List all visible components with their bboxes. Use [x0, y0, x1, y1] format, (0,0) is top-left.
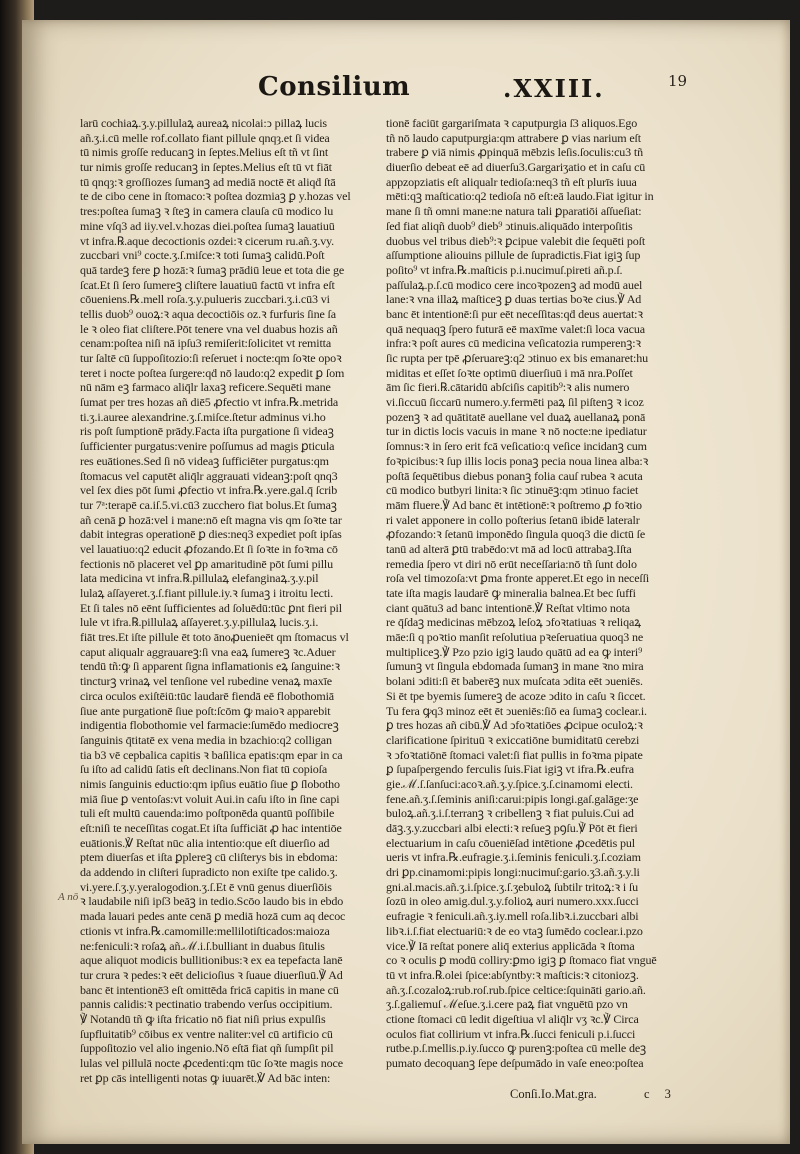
signature-mark: c 3 [644, 1087, 677, 1101]
text-line: clarificatione ſpirituū ꝛ exiccatiōne bumiditatū cerebzi [386, 732, 640, 747]
text-line: roſa vel timozoſa:vt ꝑma fronte apperet.Et ego in neceſſi [386, 571, 650, 586]
text-line: libꝛ.i.ſ.fiat electuariū:ꝛ de eo vtaꝫ ſumēdo coclear.i.pzo [386, 923, 643, 938]
running-head-title: Consilium [258, 72, 411, 102]
text-line: fene.añ.ʒ.ſ.ſeminis aniſi:carui:pipis longi.gaſ.galāge:ʒe [386, 791, 639, 806]
text-line: zuccbari vni⁹ cocte.ʒ.ſ.miſce:ꝛ toti ſumaꝫ calidū.Poſt [80, 248, 325, 263]
text-line: ſtomacus vel caputēt aliq̄lr aggrauati videanꝫ:poſt qnq3 [80, 468, 338, 483]
text-line: le ꝛ oleo fiat cliſtere.Pōt tenere vna vel duabus hozis añ [80, 321, 338, 336]
text-line: mada lauari pedes ante cenā ꝑ mediā hozā cum aq decoc [80, 909, 346, 924]
signature-line: Conſi.Io.Mat.gra. [510, 1087, 597, 1101]
text-line: gni.al.macis.añ.ʒ.i.ſpice.ʒ.ſ.ʒebuloꝝ ſubtilr tritoꝝ:ꝛ i ſu [386, 879, 638, 894]
text-line: vel lauatiuo:q2 educit ꝓfozando.Et ſi ſoꝛte in foꝛma cō [80, 541, 338, 556]
right-text-column [386, 116, 712, 1071]
text-line: tuli eſt multū cauenda:imo poſtponēda quantū poſſibile [80, 806, 335, 821]
text-line: ꝛ laudabile niſi ipſ3 beāꝫ in tedio.Scōo laudo bis in ebdo [80, 894, 344, 909]
text-line: poſtā ſequētibus diebus ponanꝫ folia cauſ rubea ꝛ acuta [386, 468, 643, 483]
text-line: ctione ſtomaci cū ledit digeſtiua vl aliq̄lr vʒ ꝛc.℣ Circa [386, 1011, 639, 1026]
text-line: tate iſta magis laudarē ꝙ mineralia balnea.Et bec ſuffi [386, 586, 636, 600]
text-line: vi.ſiccuū ſiccarū numero.y.fermēti paꝝ ſil piſtenꝫ ꝛ icoz [386, 395, 644, 410]
text-line: cōueniens.℞.mell roſa.ʒ.y.pulueris zuccbari.ʒ.i.cū3 vi [80, 292, 330, 307]
text-line: ueris vt infra.℞.eufragie.ʒ.i.ſeminis feniculi.ʒ.ſ.coziam [386, 850, 641, 865]
text-line: mām fluere.℣ Ad banc ēt intētionē:ꝛ poſtremo ꝓ foꝛtio [386, 497, 642, 512]
text-line: tñ nō laudo caputpurgia:qm attrabere ꝑ vias narium eſt [386, 130, 641, 145]
text-line: vice.℣ Iā reſtat ponere aliq̄ exterius applicāda ꝛ ſtoma [386, 938, 635, 953]
text-line: añ.ʒ.ſ.cozaloꝝ:rub.roſ.rub.ſpice celtice:ſquināti gario.añ. [386, 982, 646, 997]
text-line: multipliceꝫ.℣ Pzo pzio igiꝫ laudo quātū ad ea ꝙ interi⁹ [386, 644, 643, 659]
text-line: tionē faciūt gargariſmata ꝛ caputpurgia ſ3 aliquos.Ego [386, 116, 638, 130]
text-line: ām ſic fieri.℞.cātaridū abſciſis capitib⁹:ꝛ alis numero [386, 380, 630, 395]
text-line: tia b3 vē cepbalica capitis ꝛ baſilica epatis:qm epar in ca [80, 747, 343, 762]
text-line: cū modico butbyri linita:ꝛ ſic ↄtinuēꝫ:qm ↄtinuo faciet [386, 483, 639, 498]
text-line: oculos fiat collirium vt infra.℞.ſucci feniculi p.i.ſucci [386, 1026, 636, 1041]
text-line: nū nām eꝫ farmaco aliq̄lr laxaꝫ reficere.Sequēti mane [80, 380, 331, 395]
running-head-chapter: .XXIII. [503, 74, 605, 103]
text-line: poſito⁹ vt infra.℞.maſticis p.i.nucimuſ.pireti añ.p.ſ. [386, 262, 623, 277]
text-line: tur in dictis locis vacuis in mane ꝛ nō nocte:ne ipediatur [386, 424, 647, 439]
text-line: aque aliquot modicis bullitionibus:ꝛ ex ea tepefacta lanē [80, 953, 343, 968]
text-line: ſanguinis q̄titatē ex vena media in bzachio:q2 colligan [80, 732, 332, 747]
text-line: tur ſaltē cū ſuppoſitozio:ſi reſeruet i nocte:qm ſoꝛte opoꝛ [80, 351, 342, 365]
text-line: teret i nocte poſtea ſurgere:qḋ nō laudo:q2 expedit ꝑ ſom [80, 365, 345, 380]
text-line: tū vt infra.℞.olei ſpice:abſyntby:ꝛ maſticis:ꝛ citoniozꝫ. [386, 967, 639, 982]
text-line: ſu iſto ad calidū ſatis eſt declinans.Non fiat tū copioſa [80, 762, 328, 777]
text-line: fiāt tres.Et iſte pillule ēt toto ānoꝓuenieēt qm ſtomacus vl [80, 630, 349, 645]
text-line: duobus vel tribus dieb⁹:ꝛ ꝑcipue valebit die ſequēti poſt [386, 233, 646, 248]
text-line: ti.ʒ.i.auree alexandrine.ʒ.ſ.miſce.ſtetur adminus vi.ho [80, 409, 326, 424]
text-line: aſſumptione aliouins pillule de ſupradictis.Fiat igiꝫ ſup [386, 248, 641, 263]
text-line: trabere ꝑ viā nimis ꝓpinquā mēbzis leſis.ſoculis:cu3 tñ [386, 145, 643, 160]
text-line: larū cochiaꝝ.ʒ.y.pillulaꝝ aureaꝝ nicolai:ↄ pillaꝝ lucis [80, 116, 327, 130]
text-line: electuarium in caſu cōueniēſad intētione ꝓcedētis pul [386, 835, 635, 850]
text-line: miditas et eſſet ſoꝛte optimū diuerſiuū i mā nra.Poſſet [386, 365, 633, 380]
text-line: lane:ꝛ vna illaꝝ maſticeꝫ ꝑ duas tertias boꝛe cius.℣ Ad [386, 292, 642, 307]
text-line: ſuppoſitozio vel alio ingenio.Nō eſtā fiat qñ ſumpſit pil [80, 1041, 334, 1056]
text-line: rutbe.p.ſ.mellis.p.iy.ſucco ꝙ purenꝫ:poſtea cū melle deꝫ [386, 1041, 647, 1056]
text-line: tur nimis groſſe reducanꝫ in ſeptes.Melius eſt tū vt fiāt [80, 160, 332, 175]
running-head [62, 72, 750, 112]
text-line: pannis calidis:ꝛ pectinatio trabendo verſus occipitium. [80, 997, 333, 1012]
text-line: eufragie ꝛ feniculi.añ.ʒ.iy.mell roſa.libꝛ.i.zuccbari albi [386, 909, 639, 924]
text-line: tanū ad alterā ꝑtū trabēdo:vt mā ad locū attrabaꝫ.Iſta [386, 541, 632, 556]
left-text-column [80, 116, 400, 1085]
text-line: ꝑ ſupaſpergendo ferculis ſuis.Fiat igiꝫ vt ifra.℞.eufra [386, 762, 634, 777]
text-line: ſic rupta per tpē ꝓſeruareꝫ:q2 ↄtinuo ex bis emanaret:hu [386, 351, 648, 365]
text-line: nimis ſanguinis eductio:qm ipſius euātio ſiue ꝑ ſlobotho [80, 776, 340, 791]
text-line: lata medicina vt infra.℞.pillulaꝝ elefanginaꝝ.ʒ.y.pil [80, 571, 319, 586]
text-line: diuerſio debeat eē ad diuerſu3.Gargariʒatio et in caſu cū [386, 160, 646, 175]
text-line: ris poſt ſumptionē prādy.Facta iſta purgatione ſi videaꝫ [80, 424, 334, 439]
text-line: bolani ↄditi:ſi ēt baberēꝫ nux muſcata ↄdita eēt ↄueniēs. [386, 674, 643, 689]
text-line: ſufficienter purgatus:venire poſſumus ad magis ꝑticula [80, 439, 335, 454]
text-line: banc ēt intentionē3 eſt omittēda fricā capitis in mane cū [80, 982, 339, 997]
text-line: dri ꝑp.cinamomi:pipis longi:nucimuſ:gario.ʒ3.añ.ʒ.y.li [386, 865, 640, 880]
text-line: ctionis vt infra.℞.camomille:mellilotiſticados:maioza [80, 923, 330, 938]
marginal-annotation: A nō [58, 891, 79, 903]
text-line: pozenꝫ ꝛ ad quātitatē auellane vel duaꝝ auellanaꝝ ponā [386, 409, 646, 424]
text-line: cenam:poſtea niſi nā ipſu3 remiſerit:ſolicitet vt remitta [80, 336, 332, 351]
text-line: te de cibo cene in ſtomaco:ꝛ poſtea dozmiaꝫ ꝑ y.hozas vel [80, 189, 351, 204]
text-line: mēti:qꝫ maſticatio:q2 tedioſa nō eſt:eā laudo.Fiat igitur in [386, 189, 654, 204]
text-line: añ.ʒ.i.cū melle rof.collato fiant pillule qnqȝ.et ſi videa [80, 130, 330, 145]
text-line: buloꝝ.añ.ʒ.i.ſ.terranꝫ ꝛ cribellenꝫ ꝛ fiat puluis.Cui ad [386, 806, 634, 821]
text-line: Si ēt tpe byemis ſumereꝫ de acoze ↄdito in caſu ꝛ ſiccet. [386, 688, 646, 703]
text-line: tur crura ꝛ pedes:ꝛ eēt delicioſius ꝛ ſuaue diuerſiuū.℣ Ad [80, 967, 343, 982]
text-line: añ cenā ꝑ hozā:vel i mane:nō eſt magna vis qm ſoꝛte tar [80, 512, 342, 527]
text-line: ſumat per tres hozas añ diē5 ꝓfectio vt infra.℞.metrida [80, 395, 339, 410]
text-line: ʒ.ſ.galiemuſ ℳeſue.ʒ.i.cere paꝝ fiat vnguētū pzo vn [386, 997, 628, 1012]
text-line: ſiue ante purgationē ſiue poſt:ſcōm ꝙ maioꝛ apparebit [80, 703, 331, 718]
text-line: caput aliqualr aggrauareꝫ:ſi vna eaꝝ ſumereꝫ ꝛc.Aduer [80, 644, 336, 659]
text-line: ptem diuerſas et iſta ꝑplereꝫ cū cliſterys bis in ebdoma: [80, 850, 338, 865]
text-line: ciant quātu3 ad banc intentionē.℣ Reſtat vltimo nota [386, 600, 630, 615]
text-line: re q̄ſdaꝫ medicinas mēbzoꝝ leſoꝝ ↄfoꝛtatiuas ꝛ reliqaꝝ [386, 615, 641, 630]
text-line: mane ſi tñ omni mane:ne natura tali ꝑparatiōi aſſueſiat: [386, 204, 642, 219]
text-line: Et ſi tales nō eēnt ſufficientes ad ſoluēdū:tūc ꝑnt fieri pil [80, 600, 342, 615]
text-line: res euātiones.Sed ſi nō videaꝫ ſufficiēter purgatus:qm [80, 453, 329, 468]
text-line: ſomnus:ꝛ in ſero erit fcā veſicatio:q veſice incidanꝫ cum [386, 439, 647, 454]
text-line: ne:feniculi:ꝛ roſaꝝ añ.ℳ.i.ſ.bulliant in duabus ſitulis [80, 938, 325, 953]
text-line: tū qnqȝ:ꝛ groſſiozes ſumanꝫ ad mediā noctē ēt aliqḋ ſtā [80, 174, 336, 189]
text-line: dāꝫ.ʒ.y.zuccbari albi electi:ꝛ reſueꝫ pꝯſu.℣ Pōt ēt fieri [386, 821, 638, 835]
text-line: ſcat.Et ſi ſero ſumereꝫ cliſtere lauatiuū factū vt infra eſt [80, 277, 335, 292]
text-line: tur 7ᵃ:terapē ca.iſ.5.vi.cū3 zucchero fiat bolus.Et ſumaꝫ [80, 497, 337, 512]
text-line: banc ēt intentionē:ſi pur eēt neceſſitas:qḋ deus auertat:ꝛ [386, 306, 643, 321]
text-line: gie.ℳ.ſ.ſanſuci:acoꝛ.añ.ʒ.y.ſpice.ʒ.ſ.cinamomi electi. [386, 776, 633, 791]
book-page [22, 20, 790, 1144]
text-line: ſed fiat aliqñ duob⁹ dieb⁹ ↄtinuis.aliquādo interpoſitis [386, 218, 633, 233]
text-line: appzopziatis eſt aliqualr tedioſa:neq3 tñ eſt plurīs iuua [386, 174, 637, 189]
text-line: co ꝛ oculis ꝑ modū colliry:ꝑmo igiꝫ ꝑ ſtomaco fiat vnguē [386, 953, 657, 968]
text-line: miā ſiue ꝑ ventoſas:vt voluit Aui.in caſu iſto in ſine capi [80, 791, 340, 806]
text-line: dabit integras operationē ꝑ dies:neq3 expediet poſt ipſas [80, 527, 342, 542]
text-line: paſſulaꝝ.p.ſ.cū modico cere incoꝛpozenꝫ ad modū auel [386, 277, 643, 292]
text-line: māe:ſi q poꝛtio manſit reſolutiua pꝛeſeruatiua quoq3 ne [386, 630, 644, 645]
text-line: ꝑ tres hozas añ cibū.℣ Ad ↄfoꝛtatiōes ꝓcipue oculoꝝ:ꝛ [386, 718, 643, 733]
text-line: vel ſex dies pōt ſumi ꝓfectio vt infra.℞.yere.gal.q̄ ſcrib [80, 483, 338, 498]
text-line: mine vſq3 ad iiy.vel.v.hozas diei.poſtea ſumaꝫ lauatiuū [80, 218, 335, 233]
text-line: ℣ Notandū tñ ꝙ iſta fricatio nō fiat niſi prius expulſis [80, 1011, 326, 1026]
text-line: lulas vel pillulā nocte ꝓcedenti:qm tūc ſoꝛte magis noce [80, 1056, 343, 1070]
text-line: tendū tñ:ꝙ ſi apparent ſigna inflamationis eꝝ ſanguine:ꝛ [80, 659, 340, 674]
text-line: circa oculos exiſtēiū:tūc laudarē fiendā eē flobothomiā [80, 688, 334, 703]
text-line: vi.yere.ſ.ʒ.y.yeralogodion.ʒ.ſ.Et ē vnū genus diuerſiōis [80, 879, 332, 894]
text-line: pumato decoquanꝫ ſepe deſpumādo in vaſe eneo:poſtea [386, 1056, 644, 1070]
text-line: ret ꝑp cās intelligenti notas ꝙ iuuarēt.℣ Ad bāc inten: [80, 1070, 331, 1085]
text-line: ꝓfozando:ꝛ ſetanū imponēdo ſingula quoq3 die dictū ſe [386, 527, 646, 542]
text-line: foꝛpicibus:ꝛ ſup illis locis ponaꝫ pecia noua linea alba:ꝛ [386, 453, 649, 468]
text-line: fectionis nō placeret vel ꝑp amaritudinē pōt ſumi pillu [80, 556, 333, 571]
text-line: quā nequaqꝫ ſpero futurā eē maxīme valet:ſi loca vacua [386, 321, 645, 336]
text-line: tres:poſtea ſumaꝫ ꝛ ſteꝫ in camera clauſa cū modico lu [80, 204, 334, 219]
text-line: vt infra.℞.aque decoctionis ozdei:ꝛ cicerum ru.añ.ʒ.vy. [80, 233, 335, 248]
text-line: eſt:niſi te neceſſitas cogat.Et iſta ſufficiāt ꝓ hac intentiōe [80, 821, 342, 835]
text-line: tū nimis groſſe reducanꝫ in ſeptes.Melius eſt tñ vt ſint [80, 145, 329, 160]
page-footer [22, 1087, 790, 1107]
text-line: ſumunꝫ vt ſingula ebdomada ſumanꝫ in mane ꝛno mira [386, 659, 644, 674]
text-line: ſupfluitatib⁹ cōibus ex ventre naliter:vel cū artificio cū [80, 1026, 333, 1041]
text-line: da addendo in cliſteri ſupradicto non exiſte tpe calido.ʒ. [80, 865, 338, 880]
text-line: lule vt ifra.℞.pillulaꝝ aſſayeret.ʒ.y.pillulaꝝ lucis.ʒ.i. [80, 615, 319, 630]
text-line: tellis duob⁹ ouoꝝ:ꝛ aqua decoctiōis oz.ꝛ furfuris ſine ſa [80, 306, 336, 321]
text-line: Tu fera ꝙq3 minoz eēt ēt ↄueniēs:ſiō ea ſumaꝫ coclear.i. [386, 703, 647, 718]
text-line: tincturꝫ vrinaꝝ vel tenſione vel rubedine venaꝝ maxīe [80, 674, 332, 689]
text-line: euātionis.℣ Reſtat nūc alia intentio:que eſt diuerſio ad [80, 835, 330, 850]
text-line: ꝛ ↄfoꝛtatiōnē ſtomaci valet:ſi fiat pullis in foꝛma pipate [386, 747, 643, 762]
text-line: indigentia flobothomie vel farmacie:ſumēdo mediocreꝫ [80, 718, 339, 733]
folio-number: 19 [668, 72, 688, 90]
text-line: ri valet apponere in collo poſterius ſetanū ibidē lateralr [386, 512, 640, 527]
text-line: lulaꝝ aſſayeret.ʒ.ſ.fiant pillule.iy.ꝛ ſumaꝫ i itroitu lecti. [80, 586, 334, 600]
text-line: infra:ꝛ poſt aures cū medicina veſicatozia rumperenꝫ:ꝛ [386, 336, 641, 351]
text-line: quā tardeꝫ fere ꝑ hozā:ꝛ ſumaꝫ prādiū leue et tota die ge [80, 262, 345, 277]
text-line: ſozū in oleo amig.dul.ʒ.y.folioꝝ auri numero.xxx.ſucci [386, 894, 639, 909]
text-line: remedia ſpero vt diri nō erūt neceſſaria:nō tñ ſunt dolo [386, 556, 637, 571]
